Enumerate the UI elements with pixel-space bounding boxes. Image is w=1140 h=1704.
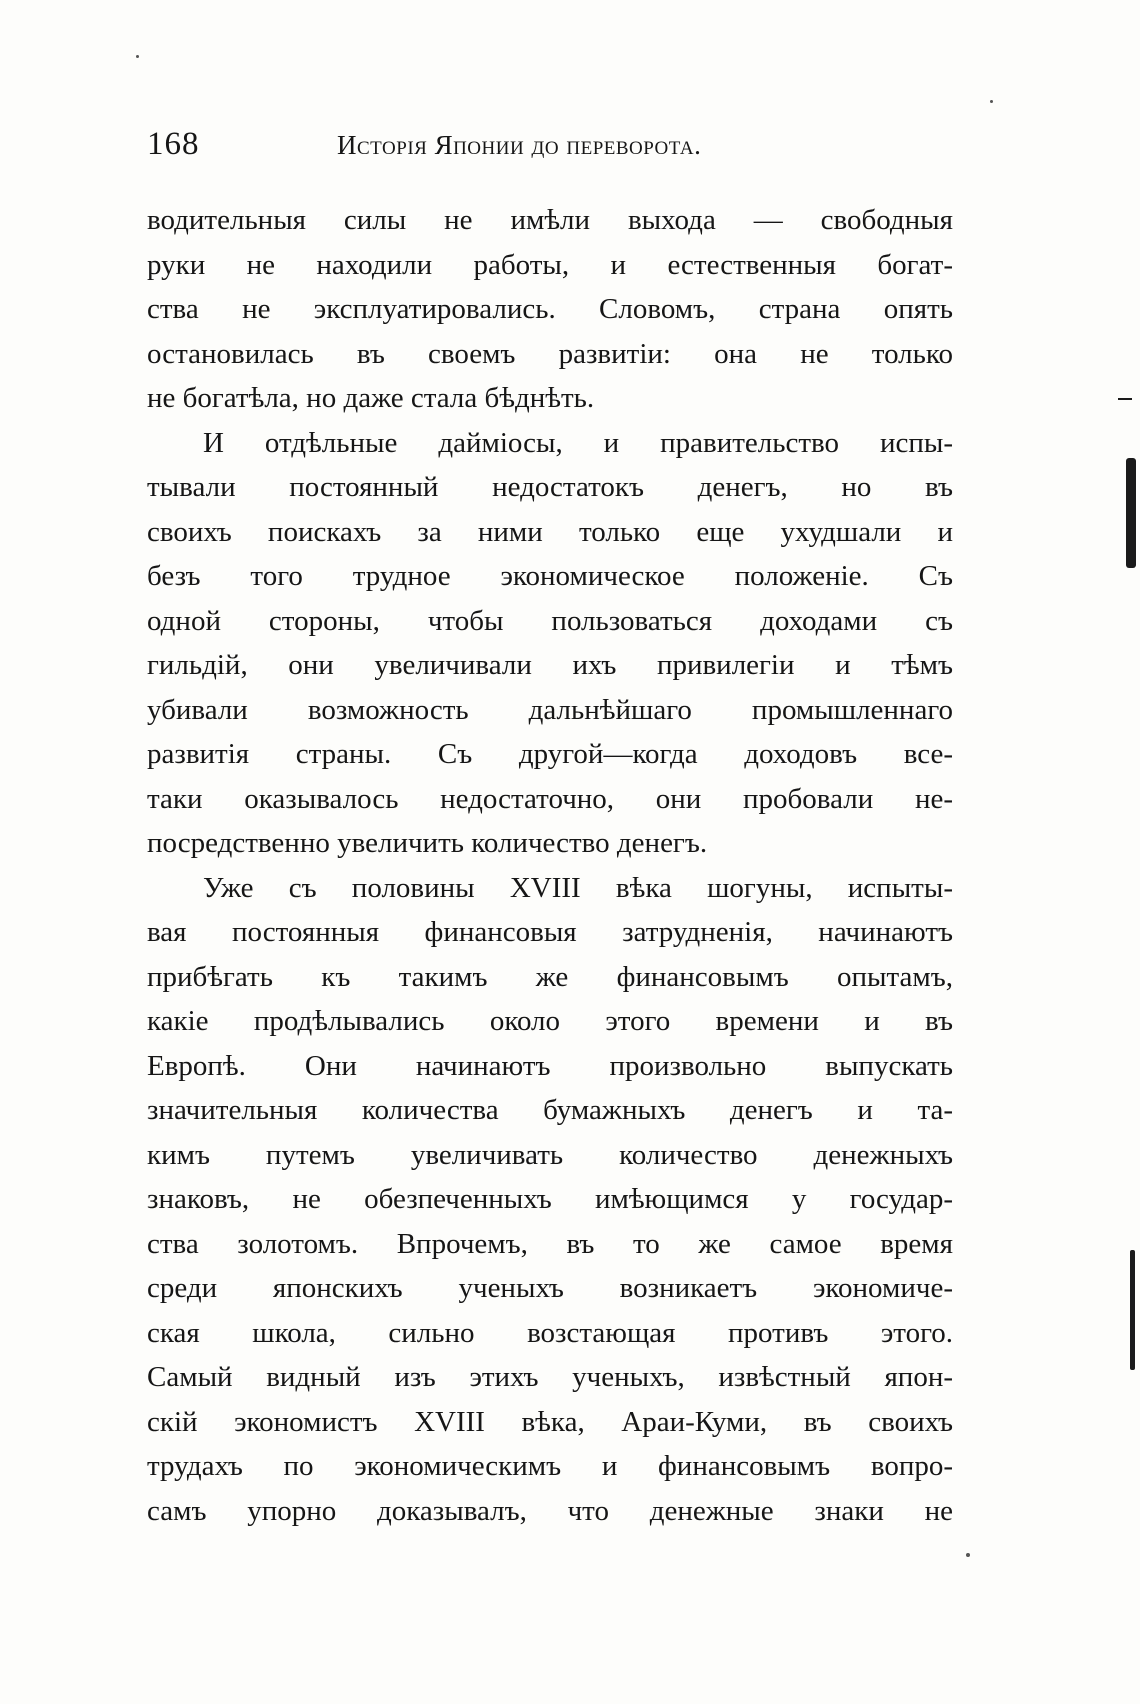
- text-line: И отдѣльные дайміосы, и правительство испы-: [203, 426, 953, 459]
- text-line: развитія страны. Съ другой—когда доходовъ все-: [147, 738, 953, 770]
- text-line: самъ упорно доказывалъ, что денежные знаки не: [147, 1494, 953, 1527]
- text-line: не богатѣла, но даже стала бѣднѣть.: [147, 382, 595, 414]
- body-text: [147, 198, 953, 1533]
- text-line: ская школа, сильно возстающая противъ этого.: [147, 1316, 953, 1349]
- paragraph: [147, 866, 953, 1534]
- scan-mark-lower: [1130, 1250, 1135, 1370]
- text-line: безъ того трудное экономическое положеніе. Съ: [147, 560, 953, 592]
- scan-mark-upper: [1126, 458, 1136, 568]
- text-line: прибѣгать къ такимъ же финансовымъ опытамъ,: [147, 960, 953, 993]
- text-line: ства не эксплуатировались. Словомъ, страна опять: [147, 293, 953, 325]
- scan-dot: [966, 1553, 970, 1557]
- text-line: какіе продѣлывались около этого времени и въ: [147, 1005, 953, 1037]
- text-line: вая постоянныя финансовыя затрудненія, начинаютъ: [147, 916, 953, 948]
- text-line: трудахъ по экономическимъ и финансовымъ вопро-: [147, 1450, 953, 1482]
- text-line: Европѣ. Они начинаютъ произвольно выпускать: [147, 1049, 953, 1082]
- text-line: ства золотомъ. Впрочемъ, въ то же самое время: [147, 1227, 953, 1260]
- text-line: тывали постоянный недостатокъ денегъ, но въ: [147, 471, 953, 503]
- text-line: кимъ путемъ увеличивать количество денежныхъ: [147, 1138, 953, 1171]
- paragraph: [147, 198, 953, 421]
- text-line: руки не находили работы, и естественныя богат-: [147, 248, 953, 281]
- text-line: скій экономистъ XVIII вѣка, Араи-Куми, въ своихъ: [147, 1405, 953, 1438]
- running-title: Исторія Японии до переворота.: [337, 130, 702, 160]
- page-number: 168: [147, 126, 200, 162]
- text-line: водительныя силы не имѣли выхода — свободныя: [147, 204, 953, 236]
- text-line: Самый видный изъ этихъ ученыхъ, извѣстный япон-: [147, 1361, 953, 1393]
- scan-dash: [1118, 398, 1132, 400]
- text-line: гильдій, они увеличивали ихъ привилегіи и тѣмъ: [147, 649, 953, 681]
- page-header: [147, 126, 947, 176]
- text-line: среди японскихъ ученыхъ возникаетъ экономиче-: [147, 1272, 953, 1304]
- text-line: значительныя количества бумажныхъ денегъ и та-: [147, 1094, 953, 1126]
- text-line: убивали возможность дальнѣйшаго промышленнаго: [147, 693, 953, 726]
- paragraph: [147, 421, 953, 866]
- text-line: Уже съ половины XVIII вѣка шогуны, испыты-: [203, 871, 953, 904]
- text-line: знаковъ, не обезпеченныхъ имѣющимся у государ-: [147, 1183, 953, 1215]
- scan-dot: [136, 55, 139, 58]
- text-line: таки оказывалось недостаточно, они пробовали не-: [147, 782, 953, 815]
- text-line: своихъ поискахъ за ними только еще ухудшали и: [147, 515, 953, 548]
- text-line: остановилась въ своемъ развитіи: она не только: [147, 337, 953, 370]
- text-line: посредственно увеличить количество денегъ.: [147, 827, 708, 859]
- text-line: одной стороны, чтобы пользоваться доходами съ: [147, 604, 953, 637]
- scan-dot: [990, 100, 993, 103]
